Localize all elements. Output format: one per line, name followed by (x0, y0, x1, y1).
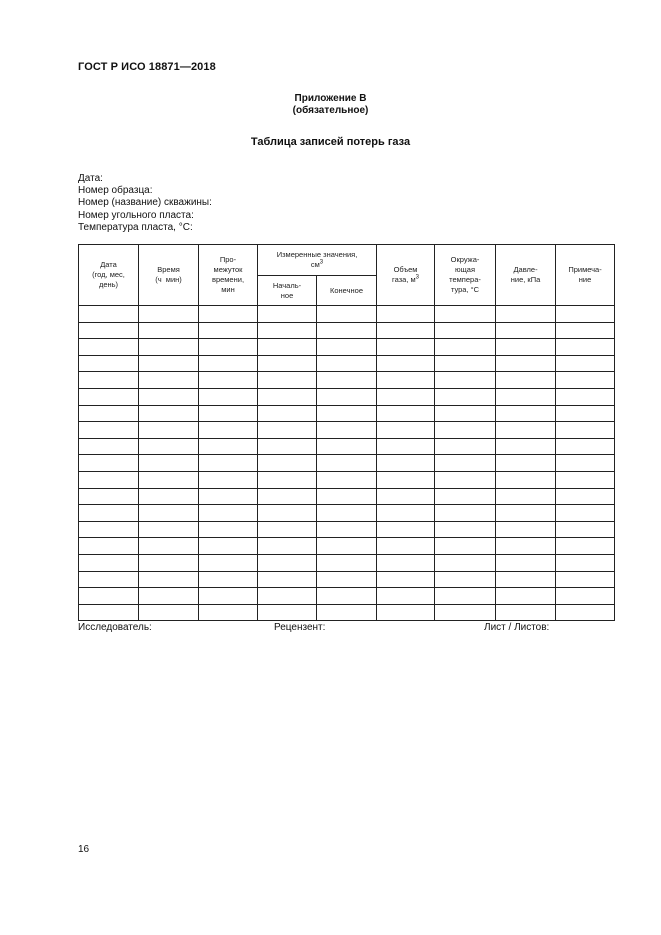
table-cell (199, 455, 258, 472)
table-cell (556, 505, 615, 522)
table-cell (556, 405, 615, 422)
table-row (79, 339, 615, 356)
table-cell (496, 571, 556, 588)
table-cell (377, 505, 435, 522)
table-cell (496, 488, 556, 505)
table-cell (258, 438, 317, 455)
annex-title: Приложение В (294, 93, 367, 104)
table-cell (377, 422, 435, 439)
table-cell (258, 322, 317, 339)
table-cell (556, 372, 615, 389)
col-initial-line1: Началь- (272, 280, 302, 290)
table-cell (556, 538, 615, 555)
col-time-header (139, 245, 199, 306)
table-cell (79, 588, 139, 605)
table-cell (199, 505, 258, 522)
table-cell (317, 388, 377, 405)
table-cell (317, 538, 377, 555)
field-well-number: Номер (название) скважины: (78, 197, 212, 209)
col-pressure-line1: Давле- (513, 265, 538, 274)
table-cell (377, 339, 435, 356)
col-ambient-line1: Окружа- (450, 255, 480, 264)
table-cell (139, 471, 199, 488)
table-cell (435, 405, 496, 422)
table-cell (139, 322, 199, 339)
table-cell (79, 554, 139, 571)
table-cell (139, 422, 199, 439)
table-row (79, 554, 615, 571)
table-cell (435, 355, 496, 372)
table-row (79, 488, 615, 505)
reviewer-label: Рецензент: (274, 622, 326, 633)
col-gas-volume-exp: 3 (415, 274, 419, 281)
table-cell (377, 471, 435, 488)
table-cell (435, 554, 496, 571)
table-cell (317, 372, 377, 389)
table-cell (258, 405, 317, 422)
table-row (79, 521, 615, 538)
table-cell (317, 521, 377, 538)
table-cell (556, 521, 615, 538)
table-row (79, 571, 615, 588)
table-cell (199, 388, 258, 405)
table-cell (258, 521, 317, 538)
table-row (79, 388, 615, 405)
table-cell (317, 505, 377, 522)
col-date-line3: день) (98, 280, 119, 289)
table-row (79, 355, 615, 372)
col-date-line2: (год, мес, (92, 270, 125, 279)
col-interval-line4: мин (221, 285, 235, 294)
table-cell (377, 322, 435, 339)
table-cell (496, 322, 556, 339)
table-cell (496, 422, 556, 439)
table-cell (435, 455, 496, 472)
table-cell (139, 505, 199, 522)
table-cell (556, 306, 615, 323)
table-cell (139, 588, 199, 605)
table-cell (435, 505, 496, 522)
table-cell (139, 554, 199, 571)
table-cell (317, 554, 377, 571)
table-cell (435, 339, 496, 356)
table-cell (199, 339, 258, 356)
table-cell (496, 388, 556, 405)
table-cell (79, 405, 139, 422)
annex-status: (обязательное) (292, 105, 369, 116)
col-pressure-line2: ние, кПа (510, 275, 541, 284)
table-cell (496, 438, 556, 455)
table-cell (556, 438, 615, 455)
table-cell (556, 588, 615, 605)
table-cell (79, 372, 139, 389)
field-sample-number: Номер образца: (78, 185, 153, 197)
table-cell (435, 422, 496, 439)
col-gas-volume-header (377, 245, 435, 306)
table-cell (556, 604, 615, 621)
table-cell (199, 405, 258, 422)
table-cell (317, 488, 377, 505)
table-row (79, 588, 615, 605)
table-cell (377, 538, 435, 555)
table-cell (258, 306, 317, 323)
table-cell (139, 405, 199, 422)
table-cell (435, 488, 496, 505)
researcher-label: Исследователь: (78, 622, 152, 633)
col-gas-volume-line2: газа, м (392, 275, 416, 284)
table-cell (199, 554, 258, 571)
table-cell (79, 505, 139, 522)
table-cell (556, 339, 615, 356)
table-cell (258, 372, 317, 389)
table-cell (317, 455, 377, 472)
table-cell (377, 405, 435, 422)
table-cell (556, 422, 615, 439)
table-cell (258, 488, 317, 505)
table-cell (496, 538, 556, 555)
sheet-label: Лист / Листов: (484, 622, 550, 633)
table-cell (317, 322, 377, 339)
table-row (79, 604, 615, 621)
table-cell (258, 422, 317, 439)
table-cell (317, 422, 377, 439)
col-initial-header (258, 276, 317, 306)
table-cell (199, 538, 258, 555)
table-cell (435, 604, 496, 621)
col-interval-header (199, 245, 258, 306)
table-cell (199, 306, 258, 323)
table-cell (258, 571, 317, 588)
table-cell (377, 571, 435, 588)
table-cell (496, 339, 556, 356)
table-row (79, 422, 615, 439)
col-measured-group-header (258, 245, 377, 276)
table-cell (556, 455, 615, 472)
table-cell (199, 322, 258, 339)
table-cell (317, 405, 377, 422)
table-cell (79, 488, 139, 505)
table-cell (496, 355, 556, 372)
col-ambient-temp-header (435, 245, 496, 306)
table-cell (79, 388, 139, 405)
col-measured-line1: Измеренные значения, (276, 250, 358, 259)
table-cell (317, 604, 377, 621)
table-cell (139, 306, 199, 323)
table-cell (317, 571, 377, 588)
table-cell (377, 554, 435, 571)
col-date-line1: Дата (100, 260, 117, 269)
field-date: Дата: (78, 173, 103, 184)
table-cell (258, 339, 317, 356)
table-cell (258, 588, 317, 605)
col-note-line2: ние (578, 275, 592, 284)
standard-code: ГОСТ Р ИСО 18871—2018 (78, 61, 216, 73)
table-cell (317, 588, 377, 605)
table-cell (435, 571, 496, 588)
table-cell (258, 355, 317, 372)
table-cell (496, 521, 556, 538)
table-cell (435, 388, 496, 405)
table-row (79, 322, 615, 339)
table-cell (435, 372, 496, 389)
table-cell (317, 339, 377, 356)
table-cell (79, 438, 139, 455)
table-cell (258, 471, 317, 488)
col-interval-line3: времени, (211, 275, 245, 284)
table-cell (139, 538, 199, 555)
table-cell (435, 322, 496, 339)
gas-loss-table (78, 244, 615, 621)
table-row (79, 306, 615, 323)
table-cell (139, 388, 199, 405)
table-cell (377, 355, 435, 372)
col-measured-unit: см (310, 260, 320, 269)
table-cell (556, 571, 615, 588)
table-cell (556, 322, 615, 339)
table-cell (317, 355, 377, 372)
table-cell (79, 339, 139, 356)
table-cell (435, 588, 496, 605)
table-cell (317, 306, 377, 323)
table-cell (79, 521, 139, 538)
col-time-line1: Время (157, 265, 180, 274)
col-pressure-header (496, 245, 556, 306)
table-cell (258, 388, 317, 405)
table-cell (377, 388, 435, 405)
field-coal-seam-number: Номер угольного пласта: (78, 209, 194, 221)
table-cell (317, 438, 377, 455)
table-cell (139, 455, 199, 472)
table-cell (79, 306, 139, 323)
table-row (79, 438, 615, 455)
table-cell (496, 588, 556, 605)
table-cell (199, 438, 258, 455)
col-note-line1: Примеча- (568, 265, 602, 274)
table-cell (199, 521, 258, 538)
table-cell (496, 455, 556, 472)
table-cell (496, 554, 556, 571)
table-cell (199, 604, 258, 621)
table-cell (556, 355, 615, 372)
table-cell (79, 571, 139, 588)
table-cell (199, 355, 258, 372)
table-cell (496, 306, 556, 323)
table-cell (435, 471, 496, 488)
col-final-header: Конечное (317, 276, 377, 306)
table-cell (435, 538, 496, 555)
table-cell (79, 322, 139, 339)
col-measured-exp: 3 (319, 259, 324, 266)
col-interval-line1: Про- (219, 255, 237, 264)
table-row (79, 455, 615, 472)
col-interval-line2: межуток (213, 265, 243, 274)
table-cell (79, 422, 139, 439)
table-cell (199, 471, 258, 488)
table-row (79, 471, 615, 488)
table-cell (199, 588, 258, 605)
table-cell (258, 554, 317, 571)
table-cell (139, 571, 199, 588)
table-row (79, 538, 615, 555)
table-cell (377, 372, 435, 389)
page-number: 16 (78, 844, 90, 855)
table-row (79, 405, 615, 422)
table-cell (377, 455, 435, 472)
table-row (79, 372, 615, 389)
table-cell (496, 505, 556, 522)
table-cell (139, 355, 199, 372)
table-body (79, 306, 615, 621)
table-cell (258, 505, 317, 522)
table-cell (258, 455, 317, 472)
col-date-header (79, 245, 139, 306)
table-cell (139, 488, 199, 505)
table-cell (496, 372, 556, 389)
table-cell (79, 355, 139, 372)
field-seam-temperature: Температура пласта, °С: (78, 221, 193, 233)
table-cell (199, 488, 258, 505)
table-cell (258, 604, 317, 621)
col-time-line2: (ч мин) (155, 275, 182, 284)
table-cell (377, 488, 435, 505)
table-cell (377, 306, 435, 323)
table-cell (377, 588, 435, 605)
table-cell (79, 455, 139, 472)
table-cell (199, 571, 258, 588)
table-cell (79, 604, 139, 621)
table-cell (556, 554, 615, 571)
form-fields (78, 173, 212, 234)
table-cell (556, 488, 615, 505)
table-cell (377, 604, 435, 621)
table-cell (139, 438, 199, 455)
table-cell (496, 604, 556, 621)
table-cell (496, 405, 556, 422)
table-cell (556, 388, 615, 405)
table-cell (139, 372, 199, 389)
table-row (79, 505, 615, 522)
table-cell (377, 438, 435, 455)
table-cell (377, 521, 435, 538)
table-cell (556, 471, 615, 488)
table-cell (79, 471, 139, 488)
col-ambient-line2: ющая (455, 265, 476, 274)
table-title: Таблица записей потерь газа (250, 136, 411, 148)
table-cell (435, 438, 496, 455)
table-cell (139, 604, 199, 621)
table-cell (199, 372, 258, 389)
col-note-header (556, 245, 615, 306)
table-cell (435, 521, 496, 538)
col-ambient-line4: тура, °С (450, 285, 480, 294)
table-cell (79, 538, 139, 555)
table-cell (199, 422, 258, 439)
table-cell (258, 538, 317, 555)
table-cell (139, 339, 199, 356)
table-cell (317, 471, 377, 488)
table-cell (435, 306, 496, 323)
col-gas-volume-line1: Объем (393, 265, 418, 274)
table-cell (496, 471, 556, 488)
col-initial-line2: ное (280, 290, 294, 300)
table-cell (139, 521, 199, 538)
col-ambient-line3: темпера- (449, 275, 481, 284)
